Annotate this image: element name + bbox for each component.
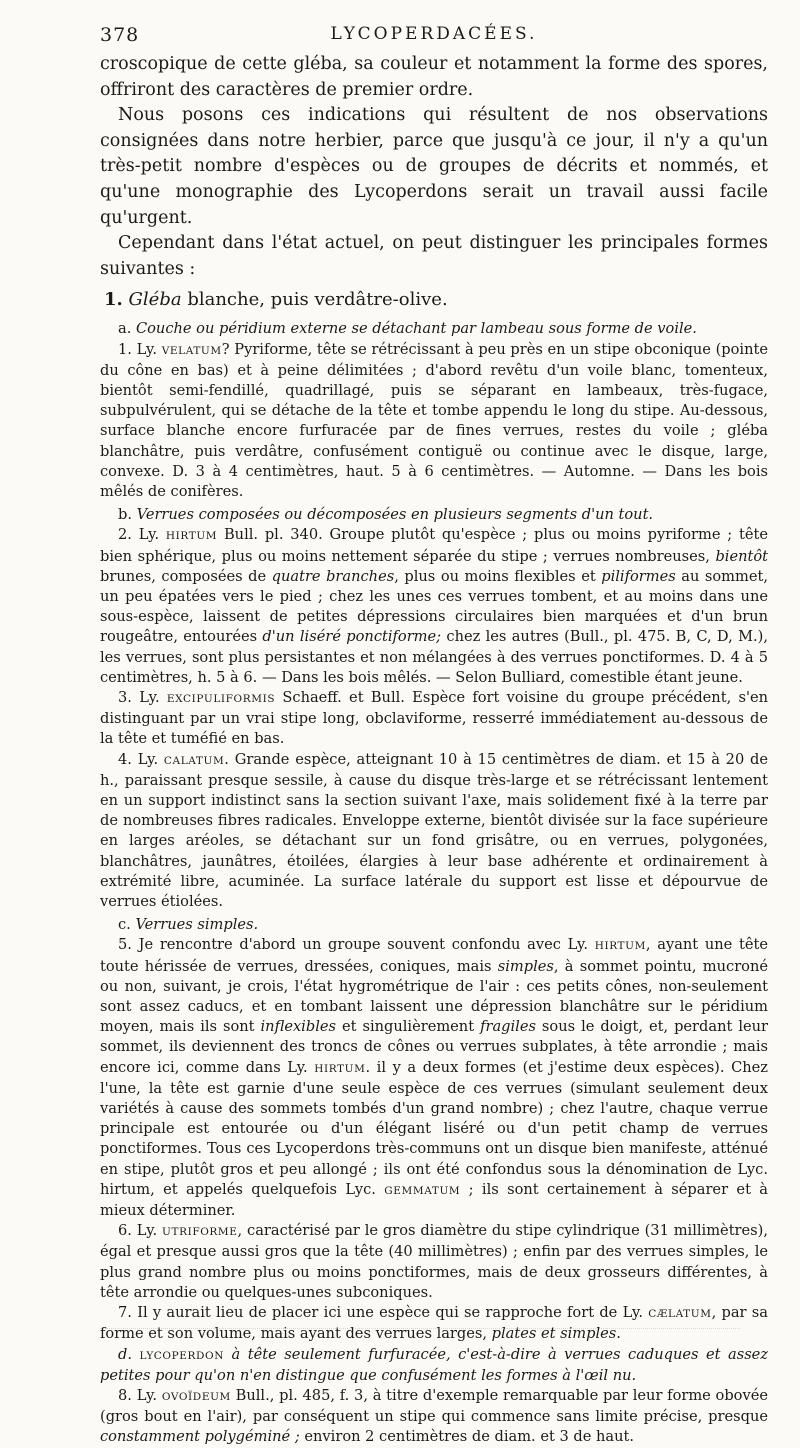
entry-4 — [100, 750, 768, 913]
entry-2-abbr: Ly. — [138, 526, 160, 544]
entry-3-number: 3. — [118, 689, 132, 706]
entry-8-italic: constamment polygéminé ; — [100, 1428, 300, 1446]
entry-1-number: 1. — [118, 340, 132, 358]
entry-7-abbr: Ly. — [622, 1304, 643, 1322]
entry-4-species: CALATUM — [163, 754, 225, 767]
entry-8-text-2: environ 2 centimètres de diam. et 3 de haut. — [299, 1428, 635, 1446]
section-heading-1 — [100, 286, 768, 313]
paragraph-indications: Nous posons ces indications qui résultent de nos observations consignées dans notre herbier, parce que jusqu'à ce jour, il n'y a qu'un très-petit nombre d'espèces ou de groupes de décrits et nommés, et qu'une monographie des Lycoperdons serait un travail aussi facile qu'urgent. — [100, 105, 768, 228]
entry-5-text-4: et singulièrement — [336, 1018, 481, 1036]
paragraph-forms-intro: Cependant dans l'état actuel, on peut distinguer les principales formes suivantes : — [100, 233, 768, 279]
entry-8-number: 8. — [118, 1386, 132, 1404]
entry-5-number: 5. — [118, 936, 132, 954]
entry-3-abbr: Ly. — [139, 689, 160, 706]
entry-8-species: OVOÏDEUM — [161, 1390, 231, 1403]
entry-2-number: 2. — [118, 526, 132, 544]
entry-2-text-1: Bull. pl. 340. Groupe plutôt qu'espèce ; plus ou moins pyriforme ; tête bien sphérique, plus ou moins nettement séparée du stipe ; verrues nombreuses, — [100, 526, 769, 565]
entry-2-italic-1: bientôt — [715, 547, 768, 565]
entry-4-text: . Grande espèce, atteignant 10 à 15 centimètres de diam. et 15 à 20 de h., paraissant presque sessile, à cause du disque très-large et se rétrécissant lentement en un support indistinct sans la section suivant l'axe, mais solidement fixé à la terre par de nombreuses fibres radicales. Enveloppe externe, bientôt divisée sur la face supérieure en larges aréoles, se détachant sur un fond grisâtre, ou en verrues, polygonées, blanchâtres, jaunâtres, étoilées, élargies à leur base adhérente et ordinairement à extrémité libre, acuminée. La surface latérale du support est lisse et dépourvue de verrues étiolées. — [100, 750, 768, 911]
entry-3-species: EXCIPULIFORMIS — [166, 693, 276, 705]
entry-5-species-3: GEMMATUM — [384, 1184, 461, 1197]
page-number: 378 — [100, 24, 140, 46]
entry-6 — [100, 1221, 768, 1303]
entry-3 — [100, 688, 768, 750]
entry-5-species-1: HIRTUM — [594, 940, 646, 953]
subsection-c — [100, 915, 768, 935]
page-bottom-smudge — [100, 1328, 740, 1330]
entry-4-abbr: Ly. — [137, 750, 159, 768]
entry-6-text: , caractérisé par le gros diamètre du stipe cylindrique (31 millimètres), égal et presque aussi gros que la tête (40 millimètres) ; enfin par des verrues simples, le plus grand nombre plus ou moins ponctiformes, mais de deux grosseurs différentes, à tête arrondie ou quelques-unes subconiques. — [100, 1222, 768, 1301]
entry-2-species: HIRTUM — [165, 530, 218, 543]
entry-2-text-2: brunes, composées de — [100, 567, 272, 585]
entry-7-text-3: . — [616, 1325, 621, 1343]
entry-6-number: 6. — [118, 1222, 132, 1240]
entry-7 — [100, 1303, 768, 1344]
entry-2-text-4: au sommet, un peu épatées vers le pied ; chez les unes ces verrues tombent, et au moins dans une sous-espèce, laissent de petites dépressions circulaires bien marquées et d'un brun rougeâtre, entourées — [100, 567, 768, 646]
subsection-a-label: a. — [118, 320, 132, 338]
section-term: Gléba — [128, 289, 182, 311]
subsection-c-text: Verrues simples. — [135, 916, 259, 934]
subsection-b — [100, 505, 768, 525]
entry-7-text-2: , par sa forme et son volume, mais ayant des verrues larges, — [100, 1304, 768, 1343]
entry-8 — [100, 1386, 768, 1448]
entry-1 — [100, 340, 768, 503]
entry-2-italic-3: piliformes — [601, 567, 676, 585]
entry-5 — [100, 935, 768, 1221]
entry-5-text-2: , ayant une tête toute hérissée de verrues, dressées, coniques, mais — [100, 936, 768, 975]
entry-5-abbr-1: Ly. — [567, 936, 588, 954]
subsection-a-text: Couche ou péridium externe se détachant par lambeau sous forme de voile. — [135, 320, 697, 338]
subsection-d-text: à tête seulement furfuracée, c'est-à-dire à verrues caduques et assez petites pour qu'on n'en distingue que confusément les formes à l'œil nu. — [100, 1345, 769, 1384]
entry-6-abbr: Ly. — [136, 1222, 158, 1240]
entry-5-species-2: HIRTUM — [314, 1062, 366, 1075]
entry-8-abbr: Ly. — [136, 1386, 158, 1404]
entry-6-species: UTRIFORME — [162, 1226, 238, 1239]
entry-5-text-5: sous le doigt, et, perdant leur sommet, ils deviennent des troncs de cônes ou verrues subplates, à tête arrondie ; mais encore ici, comme dans — [100, 1018, 768, 1076]
section-number: 1. — [104, 289, 123, 311]
entry-7-species: CÆLATUM — [648, 1308, 712, 1321]
entry-7-text-1: Il y aurait lieu de placer ici une espèce qui se rapproche fort de — [131, 1304, 623, 1322]
page-header — [100, 24, 768, 52]
entry-1-text: ? Pyriforme, tête se rétrécissant à peu près en un stipe obconique (pointe du cône en bas) et à peine délimitées ; d'abord revêtu d'un voile blanc, tomenteux, bientôt semi-fendillé, quadrillagé, puis se séparant en lambeaux, très-fugace, subpulvérulent, qui se détache de la tête et tombe appendu le long du stipe. Au-dessous, surface blanche encore furfuracée par de fines verrues, restes du voile ; gléba blanchâtre, puis verdâtre, confusément contiguë ou continue avec le disque, large, convexe. D. 3 à 4 centimètres, haut. 5 à 6 centimètres. — Automne. — Dans les bois mêlés de conifères. — [100, 340, 769, 500]
running-title: LYCOPERDACÉES. — [330, 24, 538, 44]
entry-2-text-5: chez les autres (Bull., pl. 475. B, C, D, M.), les verrues, sont plus persistantes et non mélangées à des verrues ponctiformes. D. 4 à 5 centimètres, h. 5 à 6. — Dans les bois mêlés. — Selon Bulliard, comestible étant jeune. — [100, 628, 768, 686]
entry-5-italic-2: inflexibles — [260, 1018, 336, 1036]
entry-8-text-1: Bull., pl. 485, f. 3, à titre d'exemple remarquable par leur forme obovée (gros bout en l'air), par conséquent un stipe qui commence sans limite précise, presque — [100, 1386, 768, 1426]
entry-1-abbr: Ly. — [136, 340, 158, 358]
paragraph-continuation: croscopique de cette gléba, sa couleur et notamment la forme des spores, offriront des caractères de premier ordre. — [100, 54, 768, 100]
entry-7-number: 7. — [118, 1304, 132, 1322]
subsection-a — [100, 319, 768, 339]
subsection-d-label: d. — [118, 1345, 132, 1363]
entry-5-text-7: ; ils sont certainement à séparer et à mieux déterminer. — [100, 1180, 769, 1220]
section-rest: blanche, puis verdâtre-olive. — [187, 289, 448, 311]
subsection-b-text: Verrues composées ou décomposées en plusieurs segments d'un tout. — [136, 506, 654, 524]
entry-2-italic-4: d'un liséré ponctiforme; — [262, 628, 442, 646]
entry-7-italic: plates et simples — [491, 1325, 617, 1343]
entry-5-text-3: , à sommet pointu, mucroné ou non, suivant, je crois, l'état hygrométrique de l'air : ces petits cônes, non-seulement sont assez caducs, et en tombant laissent une dépression blanchâtre sur le péridium moyen, mais ils sont — [100, 957, 768, 1036]
entry-5-text-6: . il y a deux formes (et j'estime deux espèces). Chez l'une, la tête est garnie d'une seule espèce de ces verrues (simulant seulement deux variétés à cause des sommets tombés d'un grand nombre) ; chez l'autre, chaque verrue principale est entourée ou d'un élégant liséré ou d'un petit champ de verrues ponctiformes. Tous ces Lycoperdons très-communs ont un disque bien manifeste, atténué en stipe, plutôt gros et peu allongé ; ils ont été confondus sous la dénomination de Lyc. hirtum, et appelés quelquefois — [100, 1058, 768, 1198]
subsection-c-label: c. — [118, 916, 131, 934]
entry-5-text-1: Je rencontre d'abord un groupe souvent confondu avec — [131, 936, 568, 954]
entry-5-italic-3: fragiles — [480, 1018, 536, 1036]
subsection-d — [100, 1345, 768, 1386]
entry-4-number: 4. — [118, 750, 132, 768]
entry-5-abbr-2: Ly. — [287, 1058, 308, 1076]
subsection-b-label: b. — [118, 506, 132, 524]
entry-3-text: Schaeff. et Bull. Espèce fort voisine du groupe précédent, s'en distinguant par un vrai stipe long, obclaviforme, resserré immédiatement au-dessous de la tête et tuméfié en bas. — [100, 689, 769, 748]
entry-2-italic-2: quatre branches — [271, 567, 395, 585]
entry-5-abbr-3: Lyc. — [345, 1180, 376, 1198]
page — [100, 24, 768, 1448]
entry-2 — [100, 525, 768, 688]
entry-1-species: VELATUM — [161, 344, 222, 357]
entry-2-text-3: , plus ou moins flexibles et — [394, 567, 602, 585]
entry-5-italic-1: simples — [497, 957, 554, 975]
subsection-d-genus: LYCOPERDON — [139, 1349, 225, 1362]
